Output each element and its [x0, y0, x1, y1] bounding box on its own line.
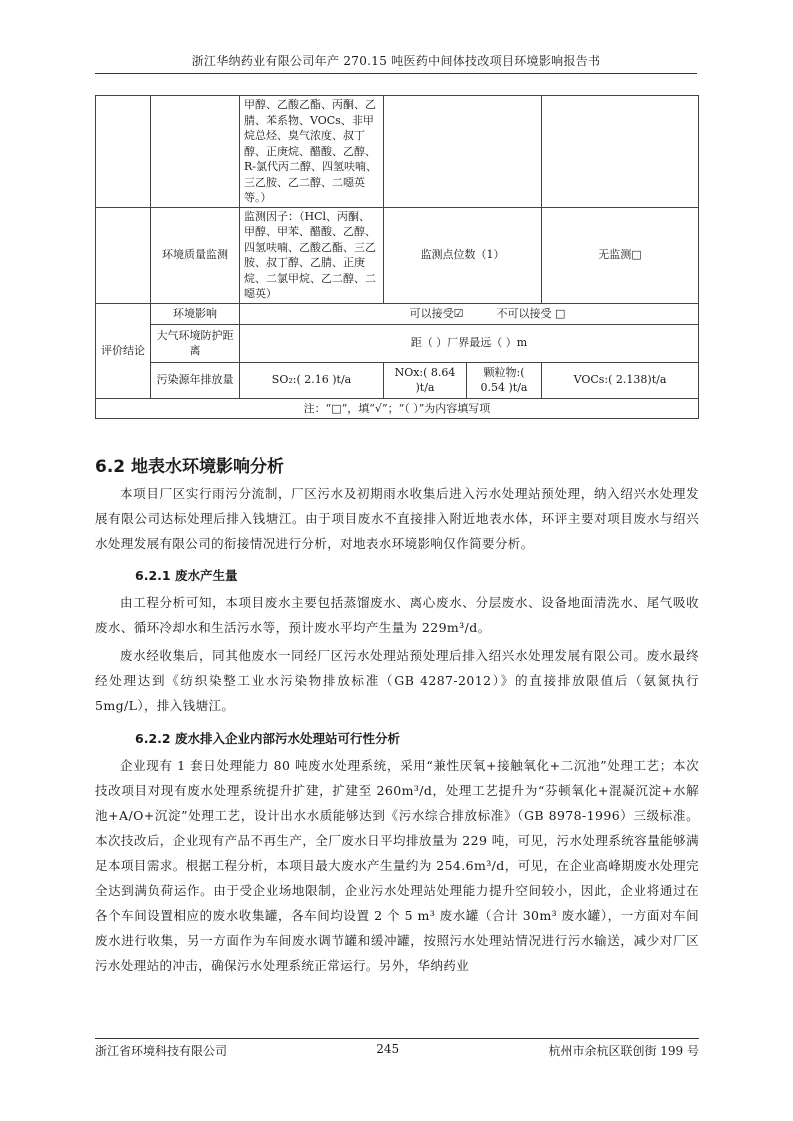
eval-label: 评价结论: [96, 303, 151, 398]
section-title-6-2: 6.2 地表水环境影响分析: [95, 457, 285, 477]
table-cell: [151, 96, 240, 208]
page-footer: [95, 1038, 699, 1059]
table-row: [96, 324, 699, 362]
so2-value: SO₂:( 2.16 )t/a: [240, 362, 384, 398]
table-row: [96, 362, 699, 398]
table-row: [96, 303, 699, 324]
paragraph: 废水经收集后，同其他废水一同经厂区污水处理站预处理后排入绍兴水处理发展有限公司。废水最终经处理达到《纺织染整工业水污染物排放标准（GB 4287-2012）》的直接排放限值后（氨氮执行 5mg/L），排入钱塘江。: [95, 648, 699, 713]
table-note: 注：“□”，填“√”；“（ ）”为内容填写项: [96, 398, 699, 419]
table-row: [96, 96, 699, 208]
monitor-points: 监测点位数（1）: [384, 207, 542, 303]
page-number: 245: [376, 1042, 400, 1056]
emission-label: 污染源年排放量: [151, 362, 240, 398]
footer-company: 浙江省环境科技有限公司: [95, 1044, 228, 1058]
env-impact-label: 环境影响: [151, 303, 240, 324]
acceptable-option: 可以接受☑: [240, 303, 467, 324]
env-quality-factors: 监测因子：（HCl、丙酮、甲醇、甲苯、醋酸、乙醇、四氢呋喃、乙酸乙酯、三乙胺、叔丁醇、乙腈、正庚烷、二氯甲烷、乙二醇、二噁英）: [240, 207, 384, 303]
pollutant-list: 甲醇、乙酸乙酯、丙酮、乙腈、苯系物、VOCs、非甲烷总烃、臭气浓度、叔丁醇、正庚烷、醋酸、乙醇、R-氯代丙二醇、四氢呋喃、三乙胺、乙二醇、二噁英等。）: [240, 96, 384, 208]
table-cell: [96, 96, 151, 208]
table-row: [96, 398, 699, 419]
evaluation-table: [95, 95, 699, 419]
pm-value: 颗粒物:( 0.54 )t/a: [467, 362, 542, 398]
env-quality-label: 环境质量监测: [151, 207, 240, 303]
no-monitor-checkbox: 无监测□: [542, 207, 699, 303]
protect-distance-value: 距（ ）厂界最远（ ）m: [240, 324, 699, 362]
table-cell: [542, 96, 699, 208]
unacceptable-option: 不可以接受 □: [467, 303, 699, 324]
page-header: 浙江华纳药业有限公司年产 270.15 吨医药中间体技改项目环境影响报告书: [95, 52, 697, 74]
nox-value: NOx:( 8.64 )t/a: [384, 362, 467, 398]
table-cell: [384, 96, 542, 208]
section-title-6-2-2: 6.2.2 废水排入企业内部污水处理站可行性分析: [135, 731, 400, 746]
vocs-value: VOCs:( 2.138)t/a: [542, 362, 699, 398]
paragraph: 本项目厂区实行雨污分流制，厂区污水及初期雨水收集后进入污水处理站预处理，纳入绍兴水处理发展有限公司达标处理后排入钱塘江。由于项目废水不直接排入附近地表水体，环评主要对项目废水与绍兴水处理发展有限公司的衔接情况进行分析，对地表水环境影响仅作简要分析。: [95, 486, 699, 551]
table-cell: [96, 207, 151, 303]
protect-distance-label: 大气环境防护距离: [151, 324, 240, 362]
table-row: [96, 207, 699, 303]
paragraph: 企业现有 1 套日处理能力 80 吨废水处理系统，采用“兼性厌氧+接触氧化+二沉池”处理工艺；本次技改项目对现有废水处理系统提升扩建，扩建至 260m³/d，处理工艺提升为“芬顿氧化+混凝沉淀+水解池+A/O+沉淀”处理工艺，设计出水水质能够达到《污水综合排放标准》（GB 8978-1996）三级标准。本次技改后，企业现有产品不再生产，全厂废水日平均排放量为 229 吨，可见，污水处理系统容量能够满足本项目需求。根据工程分析，本项目最大废水产生量约为 254.6m³/d，可见，在企业高峰期废水处理完全达到满负荷运作。由于受企业场地限制，企业污水处理站处理能力提升空间较小，因此，企业将通过在各个车间设置相应的废水收集罐，各车间均设置 2 个 5 m³ 废水罐（合计 30m³ 废水罐），一方面对车间废水进行收集，另一方面作为车间废水调节罐和缓冲罐，按照污水处理站情况进行污水输送，减少对厂区污水处理站的冲击，确保污水处理系统正常运行。另外，华纳药业: [95, 758, 699, 973]
footer-address: 杭州市余杭区联创街 199 号: [548, 1044, 699, 1058]
paragraph: 由工程分析可知，本项目废水主要包括蒸馏废水、离心废水、分层废水、设备地面清洗水、尾气吸收废水、循环冷却水和生活污水等，预计废水平均产生量为 229m³/d。: [95, 595, 699, 635]
section-title-6-2-1: 6.2.1 废水产生量: [135, 568, 238, 583]
